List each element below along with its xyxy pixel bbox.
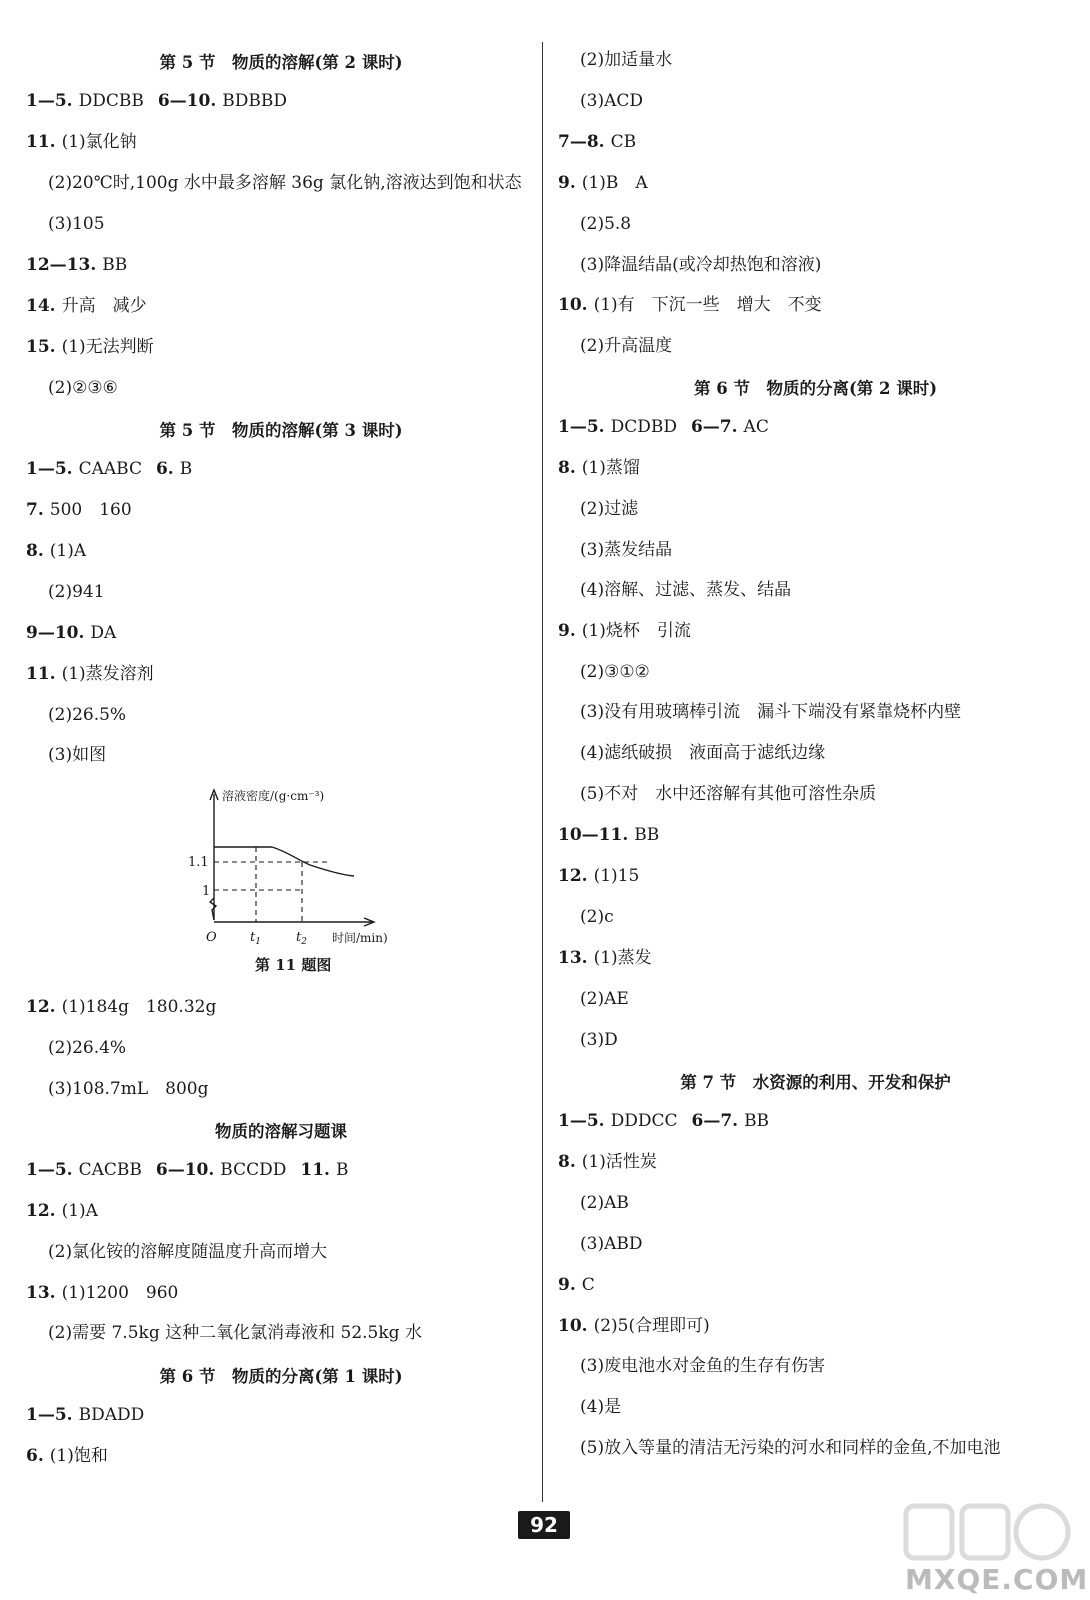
answer-text: (2)氯化铵的溶解度随温度升高而增大 [48, 1242, 328, 1262]
column-divider [542, 42, 543, 1502]
answer-subpart [558, 1355, 825, 1377]
answer-subpart [558, 213, 631, 235]
answer-line [558, 865, 639, 887]
section-heading: 第 5 节 物质的溶解(第 3 课时) [159, 421, 403, 440]
section-heading: 第 6 节 物质的分离(第 1 课时) [159, 1367, 403, 1386]
question-number: 9—10. [26, 623, 85, 643]
answer-line [558, 1151, 657, 1173]
answer-line [26, 663, 154, 685]
answer-text: (2)26.5% [48, 705, 127, 725]
answer-line [558, 947, 652, 969]
question-number: 11. [26, 664, 56, 684]
answer-subpart [558, 1192, 629, 1214]
answer-subpart [26, 581, 105, 603]
section-heading: 第 7 节 水资源的利用、开发和保护 [680, 1073, 951, 1092]
answer-line [26, 996, 216, 1018]
answer-subpart [558, 254, 821, 276]
answer-subpart [558, 579, 791, 601]
question-number: 1—5. [558, 1111, 605, 1131]
question-number: 6—7. [691, 1111, 739, 1131]
answer-subpart [558, 783, 876, 805]
answer-subpart [26, 744, 106, 766]
answer-subpart [558, 1029, 618, 1051]
question-number: 10—11. [558, 825, 629, 845]
answer-text: AC [743, 417, 769, 437]
answer-text: C [581, 1275, 595, 1295]
answer-text: BB [102, 255, 128, 275]
answer-text: (4)是 [580, 1397, 622, 1417]
question-number: 6—10. [155, 1160, 215, 1180]
section-heading: 第 5 节 物质的溶解(第 2 课时) [159, 53, 403, 72]
answer-text: (1)烧杯 引流 [581, 621, 691, 641]
answer-line [26, 1404, 144, 1426]
answer-text: (4)滤纸破损 液面高于滤纸边缘 [580, 743, 826, 763]
question-number: 8. [558, 1152, 576, 1172]
question-number: 15. [26, 337, 56, 357]
answer-text: (1)1200 960 [61, 1283, 179, 1303]
answer-subpart [558, 335, 672, 357]
answer-line [26, 295, 147, 317]
answer-line [26, 458, 192, 480]
answer-text: (1)184g 180.32g [61, 997, 217, 1017]
answer-text: (1)A [49, 541, 87, 561]
answer-line [26, 131, 137, 153]
question-number: 1—5. [558, 417, 605, 437]
question-number: 7. [26, 500, 44, 520]
answer-text: B [335, 1160, 349, 1180]
answer-subpart [26, 213, 105, 235]
answer-text: (3)ACD [580, 91, 643, 111]
answer-text: (2)AE [580, 989, 629, 1009]
answer-subpart [558, 742, 825, 764]
answer-text: (2)需要 7.5kg 这种二氧化氯消毒液和 52.5kg 水 [48, 1323, 422, 1343]
answer-text: (2)20℃时,100g 水中最多溶解 36g 氯化钠,溶液达到饱和状态 [48, 173, 522, 193]
question-number: 9. [558, 1275, 576, 1295]
answer-text: (2)AB [580, 1193, 629, 1213]
answer-text: (3)降温结晶(或冷却热饱和溶液) [580, 255, 822, 275]
question-number: 9. [558, 173, 576, 193]
answer-text: B [179, 459, 193, 479]
answer-text: CACBB [78, 1160, 142, 1180]
axis-break [210, 898, 216, 920]
answer-text: (2)升高温度 [580, 336, 673, 356]
question-number: 11. [26, 132, 56, 152]
answer-subpart [558, 498, 638, 520]
answer-line [558, 172, 648, 194]
answer-subpart [558, 661, 650, 683]
answer-text: (2)c [580, 907, 614, 927]
tick-1: 1 [202, 884, 211, 899]
answer-line [26, 1159, 348, 1181]
answer-subpart [558, 906, 614, 928]
answer-text: (3)废电池水对金鱼的生存有伤害 [580, 1356, 826, 1376]
question-number: 14. [26, 296, 56, 316]
answer-line [26, 499, 132, 521]
answer-text: (2)5(合理即可) [593, 1316, 710, 1336]
answer-line [558, 457, 640, 479]
answer-line [558, 1315, 710, 1337]
answer-segment [156, 459, 192, 479]
answer-text: (3)D [580, 1030, 618, 1050]
answer-line [558, 131, 636, 153]
answer-text: (2)②③⑥ [48, 378, 118, 398]
answer-text: DA [90, 623, 117, 643]
answer-text: (1)A [61, 1201, 98, 1221]
answer-subpart [26, 1078, 209, 1100]
answer-text: (1)蒸发溶剂 [61, 664, 154, 684]
answer-subpart [558, 701, 961, 723]
answer-line [26, 1282, 178, 1304]
answer-subpart [558, 49, 672, 71]
question-number: 1—5. [26, 1405, 73, 1425]
answer-text: (3)没有用玻璃棒引流 漏斗下端没有紧靠烧杯内壁 [580, 702, 962, 722]
answer-text: (2)③①② [580, 662, 650, 682]
origin-label: O [206, 930, 217, 945]
answer-text: (1)蒸馏 [581, 458, 640, 478]
answer-text: (2)941 [48, 582, 105, 602]
answer-text: (5)不对 水中还溶解有其他可溶性杂质 [580, 784, 877, 804]
answer-subpart [558, 539, 672, 561]
answer-segment [691, 417, 769, 437]
answer-line [26, 254, 127, 276]
answer-text: (5)放入等量的清洁无污染的河水和同样的金鱼,不加电池 [580, 1438, 1001, 1458]
answer-line [558, 1110, 769, 1132]
answer-text: (1)B A [581, 173, 648, 193]
answer-subpart [26, 1037, 126, 1059]
question-number: 6. [155, 459, 174, 479]
tick-t1: $t_1$ [250, 930, 261, 947]
answer-text: (1)活性炭 [581, 1152, 657, 1172]
answer-subpart [26, 1241, 327, 1263]
question-number: 13. [558, 948, 588, 968]
question-number: 6. [26, 1446, 44, 1466]
question-number: 6—7. [690, 417, 738, 437]
answer-text: (1)饱和 [49, 1446, 108, 1466]
question-number: 11. [300, 1160, 330, 1180]
answer-text: DCDBD [610, 417, 677, 437]
answer-segment [691, 1111, 769, 1131]
x-axis-label: 时间/min) [332, 931, 388, 945]
question-number: 9. [558, 621, 576, 641]
section-heading: 物质的溶解习题课 [215, 1122, 347, 1141]
density-time-figure [160, 782, 420, 982]
question-number: 6—10. [157, 91, 217, 111]
answer-text: (2)26.4% [48, 1038, 127, 1058]
answer-subpart [558, 1396, 621, 1418]
answer-line [558, 1274, 595, 1296]
question-number: 12. [558, 866, 588, 886]
answer-line [26, 90, 287, 112]
answer-text: (3)蒸发结晶 [580, 540, 673, 560]
answer-subpart [26, 704, 126, 726]
question-number: 12. [26, 1201, 56, 1221]
answer-text: (2)加适量水 [580, 50, 673, 70]
answer-subpart [558, 988, 629, 1010]
answer-text: (3)108.7mL 800g [48, 1079, 209, 1099]
question-number: 12—13. [26, 255, 97, 275]
answer-text: DDDCC [610, 1111, 678, 1131]
answer-text: (1)有 下沉一些 增大 不变 [593, 295, 822, 315]
figure-caption: 第 11 题图 [255, 956, 332, 974]
answer-line [26, 540, 86, 562]
answer-text: BB [744, 1111, 770, 1131]
answer-subpart [558, 1437, 1000, 1459]
question-number: 10. [558, 295, 588, 315]
question-number: 8. [558, 458, 576, 478]
answer-text: BB [634, 825, 660, 845]
answer-text: CAABC [78, 459, 142, 479]
answer-subpart [26, 172, 522, 194]
answer-line [558, 294, 822, 316]
answer-text: 500 160 [49, 500, 132, 520]
answer-text: 升高 减少 [61, 296, 147, 316]
section-heading: 第 6 节 物质的分离(第 2 课时) [693, 379, 938, 398]
tick-1-1: 1.1 [188, 855, 209, 870]
tick-t2: $t_2$ [296, 930, 307, 947]
answer-text: CB [610, 132, 637, 152]
answer-line [558, 620, 691, 642]
question-number: 13. [26, 1283, 56, 1303]
answer-text: BDBBD [222, 91, 287, 111]
answer-line [26, 1200, 98, 1222]
question-number: 7—8. [558, 132, 605, 152]
answer-line [558, 416, 769, 438]
answer-subpart [558, 1233, 642, 1255]
question-number: 12. [26, 997, 56, 1017]
answer-text: (3)如图 [48, 745, 107, 765]
answer-text: BCCDD [220, 1160, 287, 1180]
answer-subpart [558, 90, 643, 112]
answer-text: DDCBB [78, 91, 144, 111]
answer-text: (4)溶解、过滤、蒸发、结晶 [580, 580, 792, 600]
answer-text: (3)ABD [580, 1234, 643, 1254]
answer-text: (3)105 [48, 214, 105, 234]
answer-segment [156, 1160, 287, 1180]
question-number: 1—5. [26, 459, 73, 479]
y-axis-label: 溶液密度/(g·cm⁻³) [222, 789, 325, 803]
answer-text: (1)氯化钠 [61, 132, 137, 152]
answer-segment [158, 91, 287, 111]
page-number: 92 [518, 1511, 570, 1539]
answer-text: (1)15 [593, 866, 640, 886]
answer-text: (2)过滤 [580, 499, 639, 519]
question-number: 1—5. [26, 1160, 73, 1180]
answer-text: (2)5.8 [580, 214, 632, 234]
question-number: 1—5. [26, 91, 73, 111]
answer-line [26, 622, 116, 644]
answer-line [558, 824, 659, 846]
answer-line [26, 1445, 108, 1467]
answer-text: BDADD [78, 1405, 145, 1425]
answer-subpart [26, 377, 118, 399]
answer-text: (1)无法判断 [61, 337, 154, 357]
answer-subpart [26, 1322, 422, 1344]
answer-segment [300, 1160, 348, 1180]
question-number: 10. [558, 1316, 588, 1336]
watermark-text: MXQE.COM [905, 1563, 1089, 1596]
answer-text: (1)蒸发 [593, 948, 652, 968]
question-number: 8. [26, 541, 44, 561]
answer-line [26, 336, 154, 358]
